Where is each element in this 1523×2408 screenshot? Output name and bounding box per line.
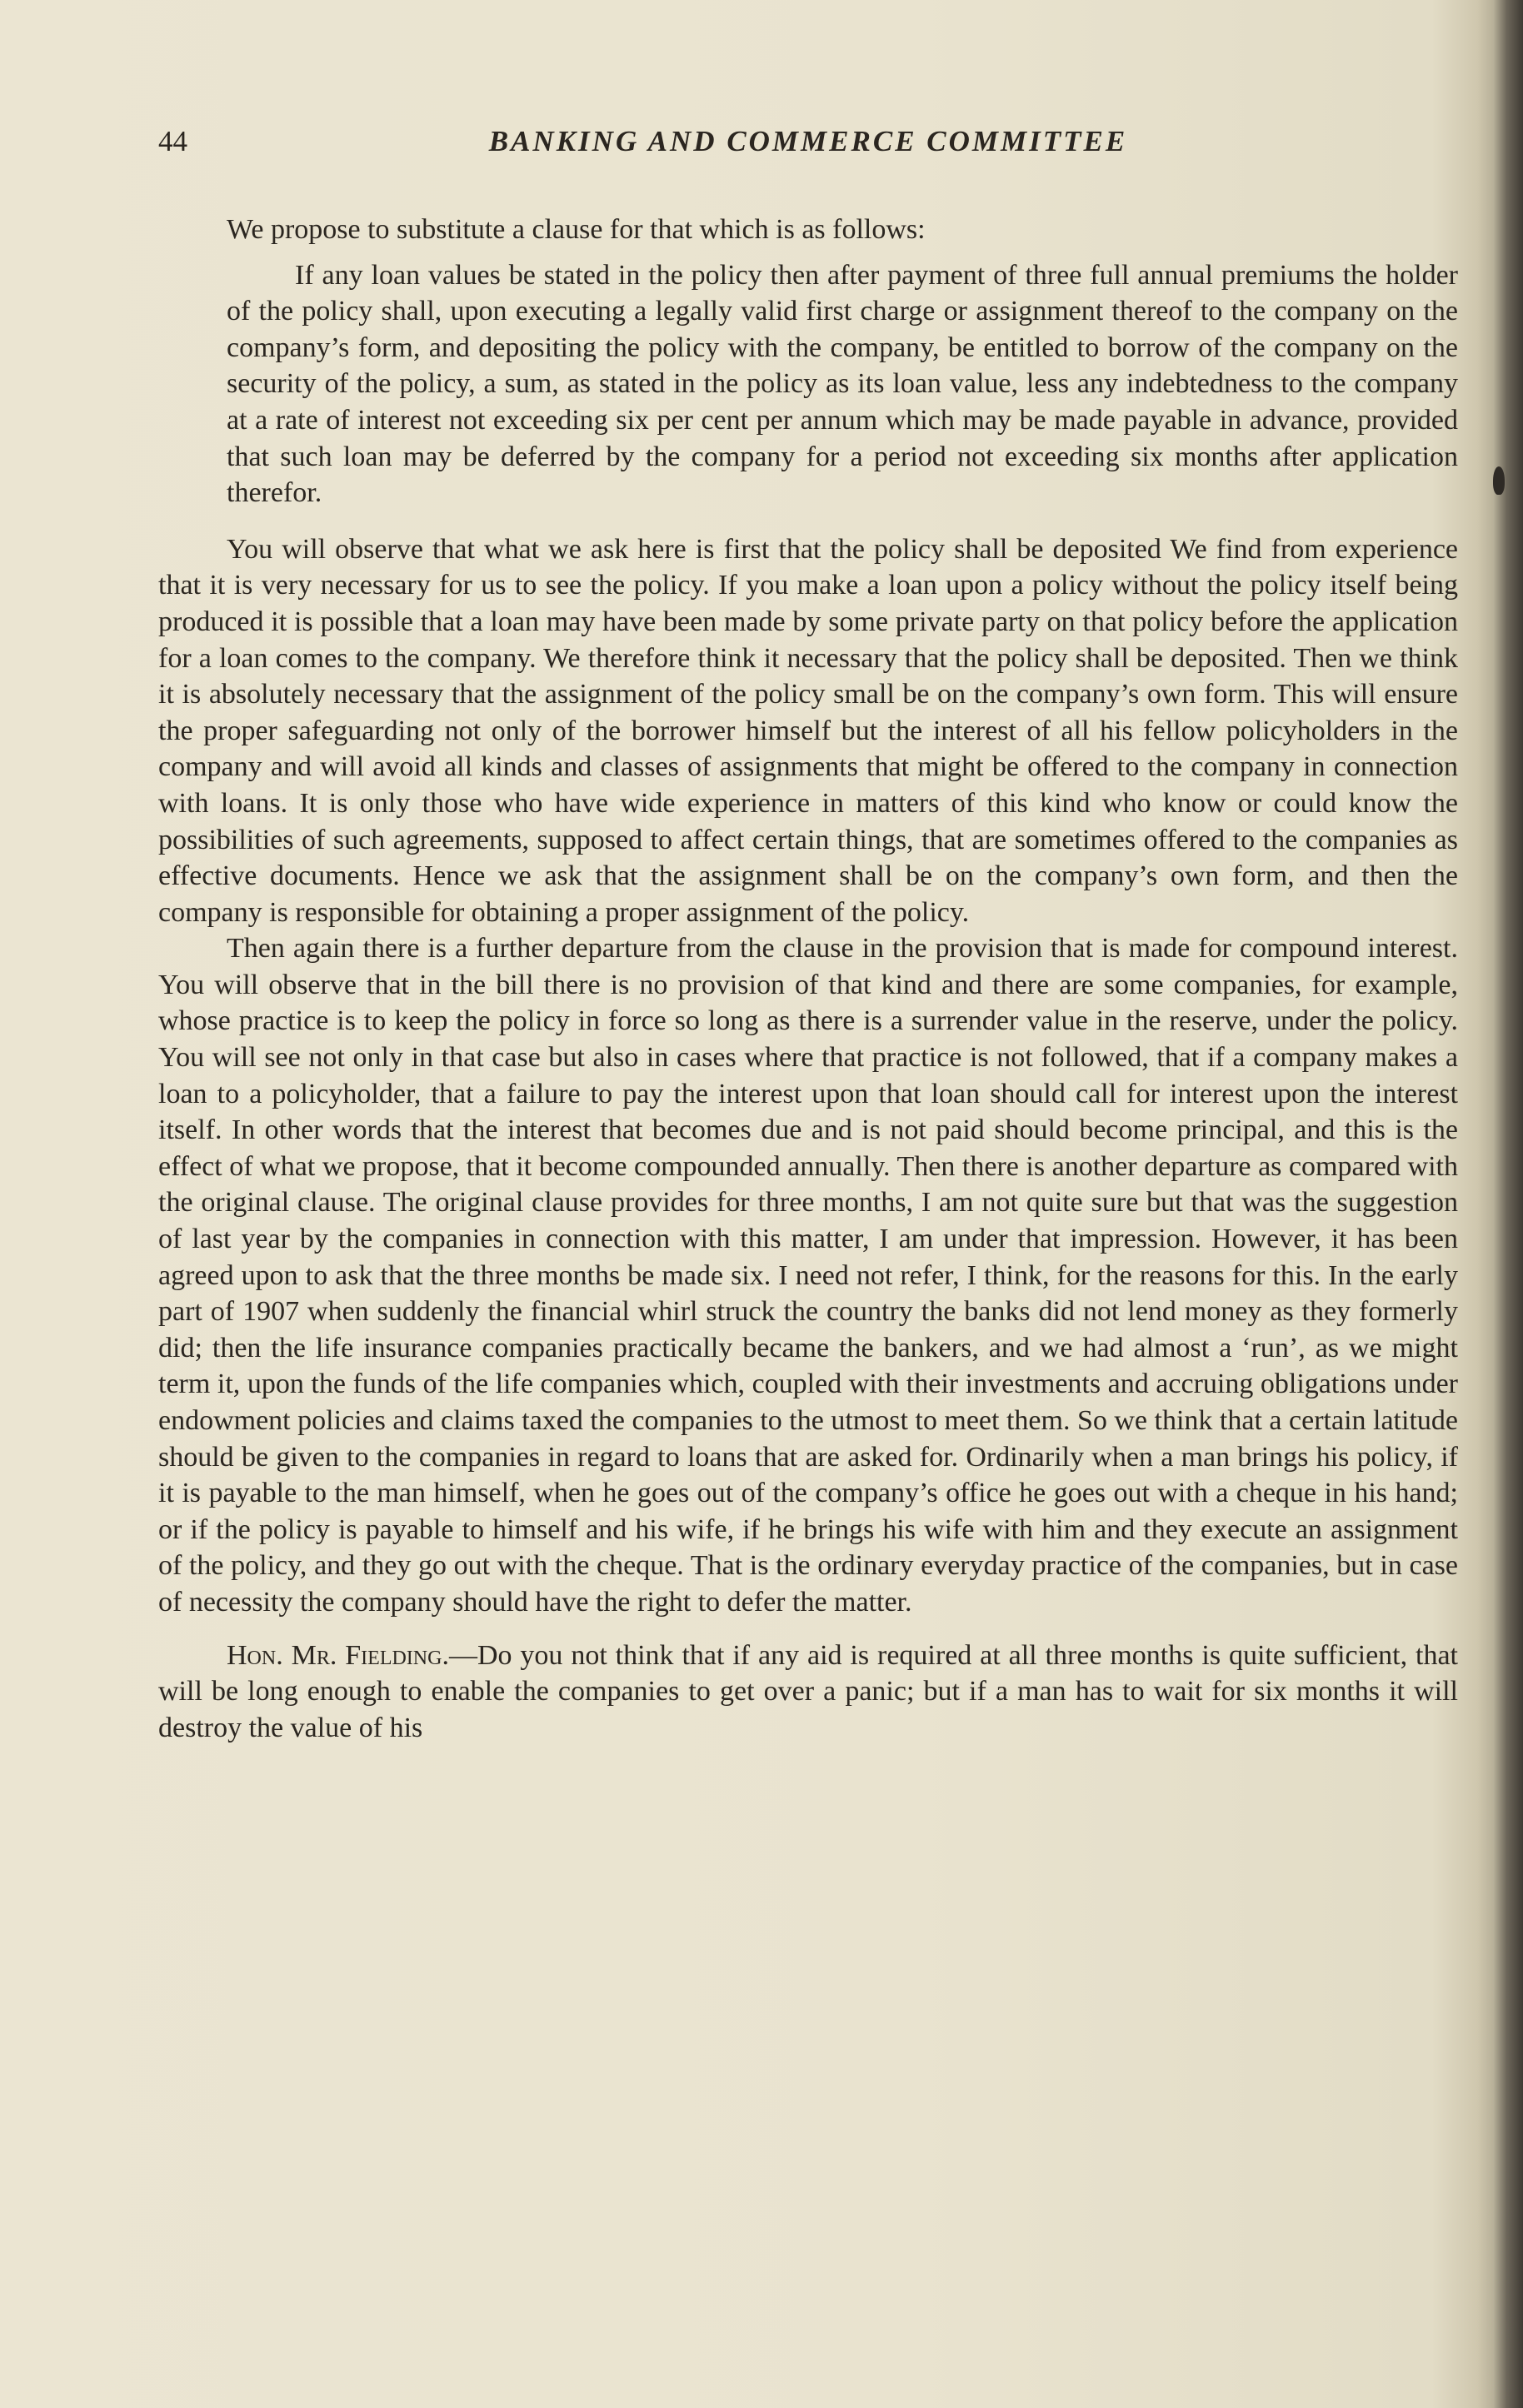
page-number: 44 bbox=[158, 125, 187, 157]
proposed-clause-quote: If any loan values be stated in the policy then after payment of three full annual premiums the holder of the policy shall, upon executing a legally valid first charge or assignment thereof to the company on the company’s form, and depositing the policy with the company, be entitled to borrow of the company on the security of the policy, a sum, as stated in the policy as its loan value, less any indebtedness to the company at a rate of interest not exceeding six per cent per annum which may be made payable in advance, provided that such loan may be deferred by the company for a period not exceeding six months after application therefor. bbox=[227, 259, 1458, 509]
page-edge bbox=[1493, 0, 1523, 2408]
speaker-text: —Do you not think that if any aid is required at all three months is quite sufficient, that will be long enough to enable the companies to get over a panic; but if a man has to wait for six months it will destroy the value of his bbox=[158, 1639, 1458, 1743]
intro-paragraph: We propose to substitute a clause for that which is as follows: bbox=[227, 214, 926, 245]
speaker-paragraph bbox=[158, 1638, 1458, 1747]
speaker-name: Hon. Mr. Fielding. bbox=[227, 1639, 449, 1671]
page-header bbox=[158, 125, 1458, 167]
paragraph-deposit: You will observe that what we ask here is first that the policy shall be deposited We find from experience that it is very necessary for us to see the policy. If you make a loan upon a policy without the policy itself being produced it is possible that a loan may have been made by some private party on that policy before the application for a loan comes to the company. We therefore think it necessary that the policy shall be deposited. Then we think it is absolutely necessary that the assignment of the policy small be on the company’s own form. This will ensure the proper safeguarding not only of the borrower himself but the interest of all his fellow policyholders in the company and will avoid all kinds and classes of assignments that might be offered to the company in connection with loans. It is only those who have wide experience in matters of this kind who know or could know the possibilities of such agreements, supposed to affect certain things, that are sometimes offered to the companies as effective documents. Hence we ask that the assignment shall be on the company’s own form, and then the company is responsible for obtaining a proper assignment of the policy. bbox=[158, 533, 1458, 928]
running-head: BANKING AND COMMERCE COMMITTEE bbox=[488, 125, 1128, 157]
paragraph-compound-interest: Then again there is a further departure from the clause in the provision that is made for compound interest. You will observe that in the bill there is no provision of that kind and there are some companies, for example, whose practice is to keep the policy in force so long as there is a surrender value in the reserve, under the policy. You will see not only in that case but also in cases where that practice is not followed, that if a company makes a loan to a policyholder, that a failure to pay the interest upon that loan should call for interest upon the interest itself. In other words that the interest that becomes due and is not paid should become principal, and this is the effect of what we propose, that it become compounded annually. Then there is another departure as compared with the original clause. The original clause provides for three months, I am not quite sure but that was the suggestion of last year by the companies in connection with this matter, I am under that impression. However, it has been agreed upon to ask that the three months be made six. I need not refer, I think, for the reasons for this. In the early part of 1907 when suddenly the financial whirl struck the country the banks did not lend money as they formerly did; then the life insurance companies practically became the bankers, and we had almost a ‘run’, as we might term it, upon the funds of the life companies which, coupled with their investments and accruing obligations under endowment policies and claims taxed the companies to the utmost to meet them. So we think that a certain latitude should be given to the companies in regard to loans that are asked for. Ordinarily when a man brings his policy, if it is payable to the man himself, when he goes out of the company’s office he goes out with a cheque in his hand; or if the policy is payable to himself and his wife, if he brings his wife with him and they execute an assignment of the policy, and they go out with the cheque. That is the ordinary everyday practice of the companies, but in case of necessity the company should have the right to defer the matter. bbox=[158, 933, 1458, 1618]
edge-ink-mark bbox=[1493, 466, 1505, 495]
body-text bbox=[158, 212, 1458, 1746]
